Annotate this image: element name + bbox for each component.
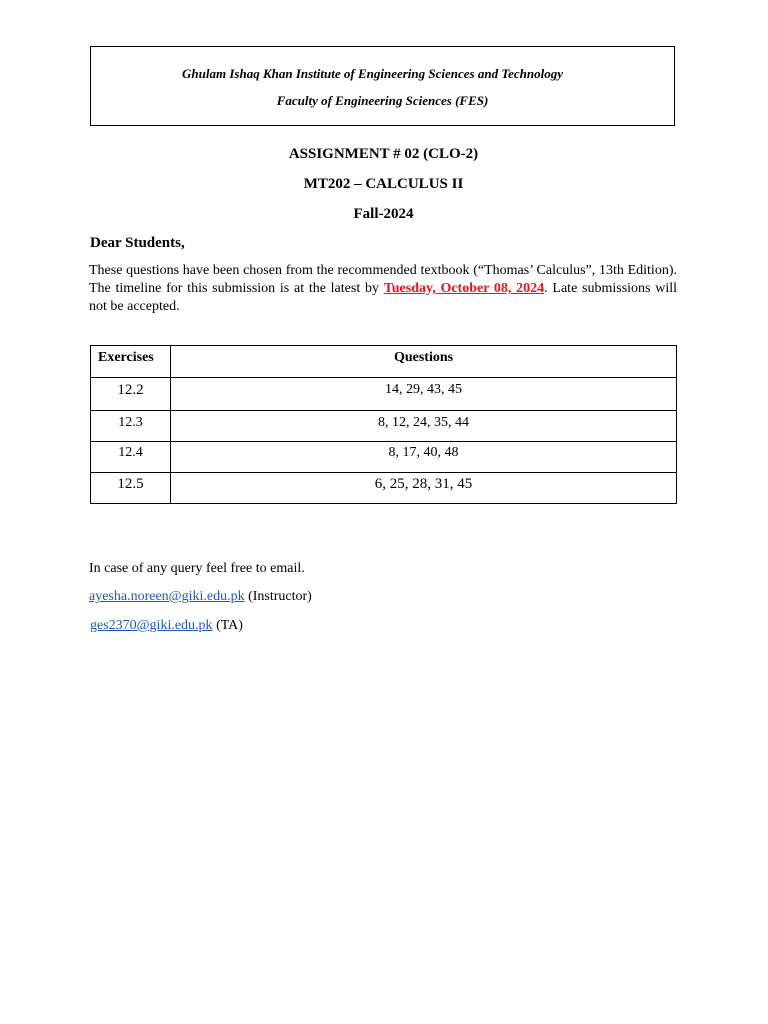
- column-header-exercises: Exercises: [91, 346, 171, 378]
- ta-email-link[interactable]: ges2370@giki.edu.pk: [90, 618, 213, 633]
- questions-cell: 6, 25, 28, 31, 45: [171, 473, 677, 504]
- greeting: Dear Students,: [90, 235, 185, 251]
- exercise-cell: 12.3: [91, 411, 171, 442]
- table-header-row: [91, 346, 677, 378]
- questions-cell: 8, 12, 24, 35, 44: [171, 411, 677, 442]
- deadline-date: Tuesday, October 08, 2024: [383, 281, 545, 296]
- table-row: [91, 411, 677, 442]
- institute-name: Ghulam Ishaq Khan Institute of Engineering Sciences and Technology: [182, 66, 563, 81]
- table-row: [91, 473, 677, 504]
- assignment-title: ASSIGNMENT # 02 (CLO-2): [288, 146, 479, 162]
- instructor-role: (Instructor): [244, 589, 312, 604]
- instructor-contact: [89, 589, 312, 605]
- questions-cell: 14, 29, 43, 45: [171, 378, 677, 411]
- exercise-cell: 12.2: [91, 378, 171, 411]
- exercise-cell: 12.5: [91, 473, 171, 504]
- column-header-questions: Questions: [171, 346, 677, 378]
- header-box: [90, 46, 675, 126]
- exercise-cell: 12.4: [91, 442, 171, 473]
- intro-paragraph: [89, 262, 677, 316]
- ta-contact: [90, 618, 243, 634]
- table-row: [91, 442, 677, 473]
- ta-role: (TA): [212, 618, 243, 633]
- intro-text: These questions have been chosen from the recommended textbook (“Thomas’ Calculus”, 13th Edition). The timeline for this submission is at the latest by: [89, 263, 677, 296]
- exercises-table: [90, 345, 677, 504]
- table-row: [91, 378, 677, 411]
- instructor-email-link[interactable]: ayesha.noreen@giki.edu.pk: [89, 589, 245, 604]
- query-text: In case of any query feel free to email.: [89, 561, 305, 576]
- intro-text-end: . Late submissions will not be accepted.: [89, 281, 677, 314]
- faculty-name: Faculty of Engineering Sciences (FES): [276, 93, 489, 108]
- questions-cell: 8, 17, 40, 48: [171, 442, 677, 473]
- course-title: MT202 – CALCULUS II: [303, 176, 464, 192]
- term-title: Fall-2024: [353, 206, 414, 222]
